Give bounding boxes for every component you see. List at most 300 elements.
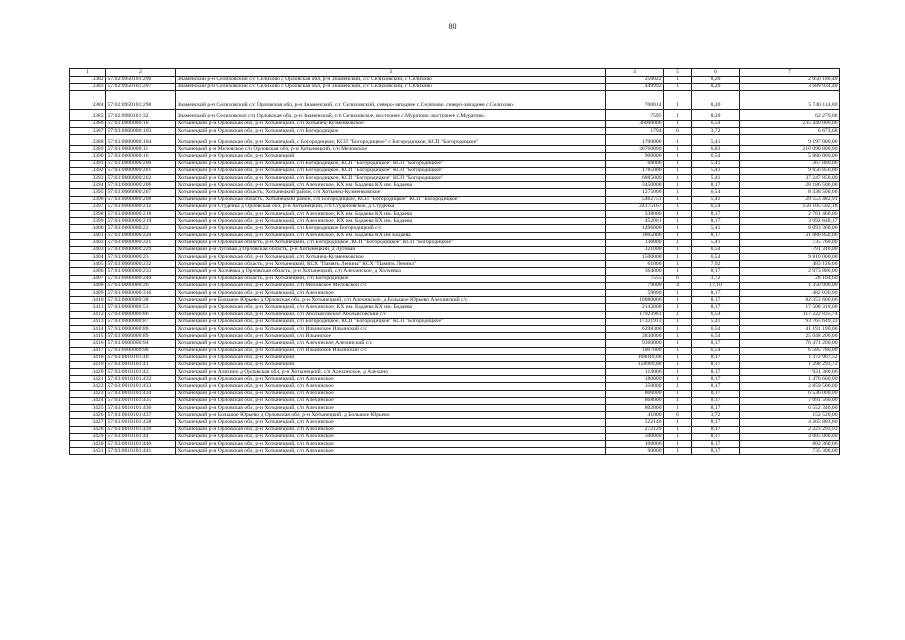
table-row xyxy=(70,318,840,325)
row-number-cell: 3400 xyxy=(70,225,106,232)
area-cell: 900000 xyxy=(606,153,664,160)
table-row xyxy=(70,383,840,390)
rate-cell: 8,17 xyxy=(692,369,740,376)
area-cell: 7595 xyxy=(606,109,664,120)
group-cell: 1 xyxy=(664,261,692,268)
cadastral-number-cell: 57:03:0000000:16 xyxy=(106,153,176,160)
table-row xyxy=(70,203,840,210)
row-number-cell: 3385 xyxy=(70,109,106,120)
table-row xyxy=(70,160,840,167)
cadastral-number-cell: 57:03:0000000:22 xyxy=(106,225,176,232)
value-cell: 483 120,00 xyxy=(740,261,840,268)
value-cell: 29 553 482,91 xyxy=(740,196,840,203)
table-row xyxy=(70,268,840,275)
row-number-cell: 3410 xyxy=(70,297,106,304)
location-cell: Хотынецкий р-н Орловская обл, р-н Хотынецкий, с/п Ильинское xyxy=(176,333,606,340)
cadastral-number-cell: 57:03:0010101:43 xyxy=(106,369,176,376)
row-number-cell: 3393 xyxy=(70,175,106,182)
row-number-cell: 3392 xyxy=(70,167,106,174)
cadastral-number-cell: 57:03:0000000:233 xyxy=(106,268,176,275)
cadastral-number-cell: 57:03:0010101:44 xyxy=(106,433,176,440)
table-row xyxy=(70,175,840,182)
cadastral-number-cell: 57:03:0010101:440 xyxy=(106,440,176,447)
row-number-cell: 3405 xyxy=(70,261,106,268)
area-cell: 136000 xyxy=(606,239,664,246)
header-cell: 5 xyxy=(664,69,692,77)
cadastral-number-cell: 57:03:0000000:219 xyxy=(106,218,176,225)
cadastral-number-cell: 57:03:0000000:26 xyxy=(106,282,176,289)
rate-cell: 8,20 xyxy=(692,76,740,83)
value-cell: 117 222 835,74 xyxy=(740,311,840,318)
cadastral-number-cell: 57:02:0950101:297 xyxy=(106,83,176,90)
location-cell: Хотынецкий р-н Орловская обл, р-н Хотынецкий, с/п Богородицкое Богородицкий с/с xyxy=(176,225,606,232)
value-cell: 1 372 967,52 xyxy=(740,354,840,361)
cadastral-number-cell: 57:03:0000000:10 xyxy=(106,120,176,127)
rate-cell: 8,17 xyxy=(692,268,740,275)
rate-cell: 8,17 xyxy=(692,440,740,447)
area-cell: 168049,88 xyxy=(606,354,664,361)
location-cell: Хотынецкий р-н Орловская область, р-н Хотынецкий, с/п Богородицкое xyxy=(176,275,606,282)
location-cell: Хотынецкий р-н Орловская обл, р-н Хотынецкий, с/п Ильинское Ильинский с/с xyxy=(176,325,606,332)
table-row xyxy=(70,325,840,332)
row-number-cell: 3415 xyxy=(70,333,106,340)
table-row xyxy=(70,239,840,246)
row-number-cell: 3382 xyxy=(70,76,106,83)
cadastral-number-cell: 57:02:0950101:298 xyxy=(106,90,176,109)
value-cell: 31 086 850,00 xyxy=(740,232,840,239)
value-cell: 735 760,00 xyxy=(740,239,840,246)
value-cell: 93 765 649,33 xyxy=(740,318,840,325)
location-cell: Хотынецкий р-н Орловская обл, р-н Хотынецкий xyxy=(176,361,606,368)
group-cell: 1 xyxy=(664,361,692,368)
group-cell: 1 xyxy=(664,175,692,182)
location-cell: Хотынецкий р-н Студёнка д Орловская обл, р-н Хотынецкий, с/п Студеновское, д Студенка xyxy=(176,203,606,210)
row-number-cell: 3386 xyxy=(70,120,106,127)
table-row xyxy=(70,135,840,146)
area-cell: 10080000 xyxy=(606,297,664,304)
cadastral-number-cell: 57:03:0000000:212 xyxy=(106,203,176,210)
area-cell: 250022 xyxy=(606,76,664,83)
row-number-cell: 3383 xyxy=(70,83,106,90)
area-cell: 1700000 xyxy=(606,135,664,146)
cadastral-number-cell: 57:03:0010101:41 xyxy=(106,361,176,368)
cadastral-number-cell: 57:03:0010101:435 xyxy=(106,397,176,404)
rate-cell: 5,41 xyxy=(692,160,740,167)
row-number-cell: 3399 xyxy=(70,218,106,225)
table-row xyxy=(70,153,840,160)
table-row xyxy=(70,376,840,383)
header-cell: 2 xyxy=(106,69,176,77)
group-cell: 1 xyxy=(664,376,692,383)
rate-cell: 6,54 xyxy=(692,120,740,127)
location-cell: Хотынецкий р-н Орловская обл, р-н Хотынецкий, с/п Хотынец-Кузменковское xyxy=(176,254,606,261)
location-cell: Хотынецкий р-н Орловская обл, р-н Хотынецкий, с/п Алехинское xyxy=(176,397,606,404)
group-cell: 1 xyxy=(664,297,692,304)
group-cell: 1 xyxy=(664,311,692,318)
value-cell: 7 091 560,00 xyxy=(740,397,840,404)
table-row xyxy=(70,419,840,426)
location-cell: Хотынецкий р-н Орловская обл, р-н Хотынецкий, с/п Алехинское xyxy=(176,433,606,440)
rate-cell: 6,83 xyxy=(692,146,740,153)
row-number-cell: 3418 xyxy=(70,354,106,361)
group-cell: 1 xyxy=(664,203,692,210)
value-cell: 6 673,68 xyxy=(740,128,840,135)
row-number-cell: 3429 xyxy=(70,433,106,440)
area-cell: 61000 xyxy=(606,261,664,268)
rate-cell: 8,17 xyxy=(692,383,740,390)
location-cell: Хотынецкий р-н Орловская обл, р-н Хотынецкий, с/п Алехинское xyxy=(176,383,606,390)
rate-cell: 8,17 xyxy=(692,182,740,189)
row-number-cell: 3423 xyxy=(70,390,106,397)
location-cell: Хотынецкий р-н Орловская область, Хотынецкий район, с/п Хотынец-Кузменковское xyxy=(176,189,606,196)
rate-cell: 6,54 xyxy=(692,325,740,332)
rate-cell: 6,54 xyxy=(692,333,740,340)
rate-cell: 8,17 xyxy=(692,232,740,239)
table-row xyxy=(70,297,840,304)
cadastral-number-cell: 57:03:0000000:87 xyxy=(106,318,176,325)
value-cell: 28 186 500,00 xyxy=(740,182,840,189)
table-row xyxy=(70,261,840,268)
cadastral-number-cell: 57:03:0000000:229 xyxy=(106,246,176,253)
page-number: 80 xyxy=(448,22,457,31)
location-cell: Хотынецкий р-н Орловская обл, р-н Хотынецкий, с/п Богородицкое, КСП "Богородицкое" КСП "Богородицкое" xyxy=(176,318,606,325)
value-cell: 2 223 293,93 xyxy=(740,426,840,433)
table-row xyxy=(70,354,840,361)
row-number-cell: 3427 xyxy=(70,419,106,426)
cadastral-number-cell: 57:03:0000000:201 xyxy=(106,167,176,174)
rate-cell: 8,17 xyxy=(692,297,740,304)
area-cell: 5462751 xyxy=(606,196,664,203)
cadastral-number-cell: 57:02:0960101:32 xyxy=(106,109,176,120)
area-cell: 500000 xyxy=(606,433,664,440)
location-cell: Хотынецкий р-н Орловская обл, р-н Хотынецкий xyxy=(176,354,606,361)
group-cell: 1 xyxy=(664,318,692,325)
value-cell: 482 030,00 xyxy=(740,290,840,297)
value-cell: 1 470 600,00 xyxy=(740,376,840,383)
table-row xyxy=(70,412,840,419)
rate-cell: 3,72 xyxy=(692,275,740,282)
value-cell: 235 440 000,00 xyxy=(740,120,840,127)
group-cell: 6 xyxy=(664,275,692,282)
rate-cell: 5,41 xyxy=(692,225,740,232)
location-cell: Хотынецкий р-н Орловская обл, р-н Хотынецкий, с/п Алехинское xyxy=(176,405,606,412)
row-number-cell: 3411 xyxy=(70,304,106,311)
location-cell: Знаменский р-н Селиховский с/с Селихово с Орловская обл, р-н Знаменский, с/с Селиховский, с Селихово xyxy=(176,83,606,90)
row-number-cell: 3401 xyxy=(70,232,106,239)
rate-cell: 5,41 xyxy=(692,135,740,146)
group-cell: 1 xyxy=(664,153,692,160)
rate-cell: 8,17 xyxy=(692,376,740,383)
row-number-cell: 3428 xyxy=(70,426,106,433)
area-cell: 17923981 xyxy=(606,311,664,318)
value-cell: 2 859 500,00 xyxy=(740,383,840,390)
rate-cell: 8,17 xyxy=(692,397,740,404)
rate-cell: 8,17 xyxy=(692,340,740,347)
rate-cell: 8,20 xyxy=(692,83,740,90)
location-cell: Хотынецкий р-н Орловская обл, р-н Хотынецкий xyxy=(176,153,606,160)
area-cell: 9360000 xyxy=(606,340,664,347)
area-cell: 114000 xyxy=(606,369,664,376)
rate-cell: 8,17 xyxy=(692,419,740,426)
row-number-cell: 3426 xyxy=(70,412,106,419)
cadastral-number-cell: 57:03:0000000:208 xyxy=(106,196,176,203)
cadastral-number-cell: 57:03:0000000:202 xyxy=(106,175,176,182)
table-row xyxy=(70,440,840,447)
rate-cell: 8,20 xyxy=(692,109,740,120)
location-cell: Хотынецкий р-н Орловская обл, р-н Хотынецкий, с/п Богородицкое, КСП "Богородицкое" КСП "Богородицкое" xyxy=(176,167,606,174)
table-row xyxy=(70,232,840,239)
row-number-cell: 3408 xyxy=(70,282,106,289)
group-cell: 1 xyxy=(664,290,692,297)
row-number-cell: 3402 xyxy=(70,239,106,246)
location-cell: Хотынецкий р-н Меловское с/п Орловская обл, р-н Хотынецкий, с/п Меловское xyxy=(176,146,606,153)
cadastral-number-cell: 57:03:0010101:437 xyxy=(106,412,176,419)
value-cell: 6 536 000,00 xyxy=(740,390,840,397)
value-cell: 1 350 900,00 xyxy=(740,282,840,289)
group-cell: 1 xyxy=(664,390,692,397)
location-cell: Хотынецкий р-н Холчёвка д Орловская область, р-н Хотынецкий, с/п Алехинское, д Холчевка xyxy=(176,268,606,275)
row-number-cell: 3388 xyxy=(70,135,106,146)
value-cell: 37 247 850,00 xyxy=(740,175,840,182)
group-cell: 1 xyxy=(664,354,692,361)
value-cell: 2 973 880,00 xyxy=(740,268,840,275)
group-cell: 1 xyxy=(664,433,692,440)
value-cell: 367 880,00 xyxy=(740,160,840,167)
table-row xyxy=(70,433,840,440)
location-cell: Хотынецкий р-н Орловская обл, р-н Хотынецкий, с/п Алехинское xyxy=(176,376,606,383)
area-cell: 90000 xyxy=(606,448,664,455)
rate-cell: 8,17 xyxy=(692,304,740,311)
group-cell: 1 xyxy=(664,239,692,246)
value-cell: 931 380,00 xyxy=(740,369,840,376)
row-number-cell: 3391 xyxy=(70,160,106,167)
area-cell: 6885000 xyxy=(606,175,664,182)
cadastral-number-cell: 57:03:0000000:104 xyxy=(106,135,176,146)
group-cell: 1 xyxy=(664,448,692,455)
group-cell: 1 xyxy=(664,83,692,90)
cadastral-number-cell: 57:03:0000000:220 xyxy=(106,232,176,239)
location-cell: Хотынецкий р-н Орловская обл, р-н Хотынецкий, с Богородицкое, КСП "Богородицкое" с Богородицкое, КСП "Богородицкое" xyxy=(176,135,606,146)
area-cell: 24175167 xyxy=(606,203,664,210)
table-row xyxy=(70,405,840,412)
table-row xyxy=(70,182,840,189)
cadastral-number-cell: 57:03:0000000:206 xyxy=(106,182,176,189)
value-cell: 4 265 883,80 xyxy=(740,419,840,426)
group-cell: 1 xyxy=(664,325,692,332)
group-cell: 1 xyxy=(664,196,692,203)
header-cell: 1 xyxy=(70,69,106,77)
cadastral-number-cell: 57:03:0000000:89 xyxy=(106,333,176,340)
rate-cell: 6,54 xyxy=(692,311,740,318)
rate-cell: 5,41 xyxy=(692,318,740,325)
table-row xyxy=(70,361,840,368)
value-cell: 9 810 000,00 xyxy=(740,254,840,261)
group-cell: 1 xyxy=(664,225,692,232)
location-cell: Хотынецкий р-н Орловская область, Хотынецкий район, с/п Богородицкое, КСП "Богородицкое" КСП "Богородицкое" xyxy=(176,196,606,203)
location-cell: Хотынецкий р-н Орловская обл, р-н Хотынецкий, с/п Алехинское xyxy=(176,390,606,397)
row-number-cell: 3413 xyxy=(70,318,106,325)
area-cell: 350000 xyxy=(606,383,664,390)
area-cell: 364000 xyxy=(606,268,664,275)
value-cell: 3 692 848,17 xyxy=(740,218,840,225)
cadastral-number-cell: 57:03:0000000:221 xyxy=(106,239,176,246)
value-cell: 6 552 340,00 xyxy=(740,405,840,412)
row-number-cell: 3412 xyxy=(70,311,106,318)
cadastral-number-cell: 57:03:0010101:433 xyxy=(106,383,176,390)
value-cell: 25 048 200,00 xyxy=(740,333,840,340)
value-cell: 2 050 180,40 xyxy=(740,76,840,83)
rate-cell: 8,17 xyxy=(692,426,740,433)
row-number-cell: 3396 xyxy=(70,196,106,203)
table-row xyxy=(70,225,840,232)
area-cell: 1275000 xyxy=(606,189,664,196)
cadastral-number-cell: 57:03:0010101:40 xyxy=(106,354,176,361)
group-cell: 1 xyxy=(664,189,692,196)
value-cell: 28 104,60 xyxy=(740,275,840,282)
area-cell: 6298300 xyxy=(606,325,664,332)
area-cell: 1500000 xyxy=(606,254,664,261)
value-cell: 2 761 460,00 xyxy=(740,210,840,217)
rate-cell: 8,20 xyxy=(692,90,740,109)
location-cell: Хотынецкий р-н Орловская обл, р-н Хотынецкий, с/п Ильинское Ильинский с/с xyxy=(176,347,606,354)
location-cell: Хотынецкий р-н Орловская область, р-н Хотынецкий, КСХ "Память Ленина" КСХ "Память Ленина" xyxy=(176,261,606,268)
rate-cell: 5,41 xyxy=(692,167,740,174)
area-cell: 3450000 xyxy=(606,182,664,189)
value-cell: 210 090 800,00 xyxy=(740,146,840,153)
value-cell: 791 340,00 xyxy=(740,246,840,253)
value-cell: 3 689 934,40 xyxy=(740,83,840,90)
header-cell: 3 xyxy=(176,69,606,77)
table-row xyxy=(70,128,840,135)
table-row xyxy=(70,426,840,433)
table-row xyxy=(70,311,840,318)
cadastral-number-cell: 57:03:0000000:88 xyxy=(106,325,176,332)
rate-cell: 6,54 xyxy=(692,246,740,253)
area-cell: 158909,88 xyxy=(606,361,664,368)
value-cell: 62 279,00 xyxy=(740,109,840,120)
row-number-cell: 3387 xyxy=(70,128,106,135)
area-cell: 2143000 xyxy=(606,304,664,311)
cadastral-number-cell: 57:03:0000000:232 xyxy=(106,261,176,268)
group-cell: 1 xyxy=(664,347,692,354)
row-number-cell: 3384 xyxy=(70,90,106,109)
table-row xyxy=(70,448,840,455)
rate-cell: 6,54 xyxy=(692,203,740,210)
location-cell: Хотынецкий р-н Орловская область, р-н Хотынецкий, с/п Богородицкое, КСП "Богородицкое" КСП "Богородицкое" xyxy=(176,239,606,246)
value-cell: 1 298 293,72 xyxy=(740,361,840,368)
location-cell: Хотынецкий р-н Алехино д Орловская обл, р-н Хотынецкий, с/п Алехинское, д Алехино xyxy=(176,369,606,376)
row-number-cell: 3419 xyxy=(70,361,106,368)
location-cell: Хотынецкий р-н Орловская обл, р-н Хотынецкий, с/п Алехинское, КХ им. Бадаева КХ им Бадаева xyxy=(176,232,606,239)
area-cell: 1785000 xyxy=(606,167,664,174)
header-row xyxy=(70,69,840,77)
value-cell: 5 886 000,00 xyxy=(740,153,840,160)
group-cell: 1 xyxy=(664,340,692,347)
rate-cell: 8,17 xyxy=(692,390,740,397)
row-number-cell: 3431 xyxy=(70,448,106,455)
cadastral-number-cell: 57:02:0950101:296 xyxy=(106,76,176,83)
table-row xyxy=(70,347,840,354)
location-cell: Хотынецкий р-н Орловская обл, р-н Хотынецкий, с/п Алехинское xyxy=(176,426,606,433)
location-cell: Хотынецкий р-н Орловская обл, р-н Хотынецкий, с/п Алехинское, КХ им. Бадаева КХ им. Бадаева xyxy=(176,218,606,225)
row-number-cell: 3422 xyxy=(70,383,106,390)
table-row xyxy=(70,76,840,83)
group-cell: 1 xyxy=(664,167,692,174)
cadastral-number-cell: 57:03:0010101:434 xyxy=(106,390,176,397)
row-number-cell: 3417 xyxy=(70,347,106,354)
cadastral-table xyxy=(69,68,840,455)
location-cell: Хотынецкий р-н Орловская обл, р-н Хотынецкий, с/п Алехинское xyxy=(176,290,606,297)
group-cell: 1 xyxy=(664,135,692,146)
group-cell: 4 xyxy=(664,282,692,289)
table-row xyxy=(70,218,840,225)
table-row xyxy=(70,390,840,397)
area-cell: 800000 xyxy=(606,390,664,397)
value-cell: 158 105 592,18 xyxy=(740,203,840,210)
rate-cell: 8,17 xyxy=(692,354,740,361)
rate-cell: 8,17 xyxy=(692,405,740,412)
cadastral-number-cell: 57:03:0000000:11 xyxy=(106,146,176,153)
location-cell: Хотынецкий р-н Орловская обл, р-н Хотынецкий, с/п Алехинское, КХ им. Бадаева КХ им. Бадаева xyxy=(176,182,606,189)
rate-cell: 3,72 xyxy=(692,412,740,419)
cadastral-number-cell: 57:03:0000000:218 xyxy=(106,210,176,217)
cadastral-number-cell: 57:03:0000000:200 xyxy=(106,160,176,167)
area-cell: 449992 xyxy=(606,83,664,90)
rate-cell: 8,17 xyxy=(692,433,740,440)
group-cell: 6 xyxy=(664,128,692,135)
rate-cell: 6,54 xyxy=(692,153,740,160)
cadastral-number-cell: 57:03:0010101:436 xyxy=(106,405,176,412)
group-cell: 1 xyxy=(664,440,692,447)
location-cell: Хотынецкий р-н Орловская обл, р-н Хотынецкий, с/п Алехинское xyxy=(176,448,606,455)
location-cell: Хотынецкий р-н Луговая д Орловская область, р-н Хотынецкий, д Луговая xyxy=(176,246,606,253)
row-number-cell: 3430 xyxy=(70,440,106,447)
area-cell: 272129 xyxy=(606,426,664,433)
location-cell: Хотынецкий р-н Большое Юрьево д Орловская обл, р-н Хотынецкий, д Большое Юрьево xyxy=(176,412,606,419)
table-row xyxy=(70,83,840,90)
location-cell: Хотынецкий р-н Орловская обл, р-н Хотынецкий, с/п Абольясовское Абольясовский с/с xyxy=(176,311,606,318)
row-number-cell: 3395 xyxy=(70,189,106,196)
cadastral-number-cell: 57:03:0010101:432 xyxy=(106,376,176,383)
group-cell: 1 xyxy=(664,369,692,376)
location-cell: Хотынецкий р-н Орловская обл, р-н Хотынецкий, с/п Богородицкое, КСП "Богородицкое" КСП "Богородицкое" xyxy=(176,160,606,167)
rate-cell: 7,92 xyxy=(692,261,740,268)
group-cell: 1 xyxy=(664,304,692,311)
cadastral-number-cell: 57:03:0000000:103 xyxy=(106,128,176,135)
value-cell: 8 093 360,00 xyxy=(740,225,840,232)
group-cell: 1 xyxy=(664,254,692,261)
table-row xyxy=(70,397,840,404)
location-cell: Хотынецкий р-н Большое Юрьево д Орловская обл, р-н Хотынецкий, с/п Алехинское, д Большое Юрьево Алехинский с/с xyxy=(176,297,606,304)
group-cell: 1 xyxy=(664,120,692,127)
area-cell: 1496000 xyxy=(606,225,664,232)
table-row xyxy=(70,90,840,109)
value-cell: 152 520,00 xyxy=(740,412,840,419)
table-row xyxy=(70,290,840,297)
table-row xyxy=(70,210,840,217)
table-row xyxy=(70,254,840,261)
value-cell: 735 300,00 xyxy=(740,448,840,455)
area-cell: 17331913 xyxy=(606,318,664,325)
area-cell: 868000 xyxy=(606,397,664,404)
location-cell: Знаменский р-н Селиховское с/п Орловская обл, р-н Знаменский, с/п Селиховское, восточнее с.Муратово. восточнее с.Муратово. xyxy=(176,109,606,120)
value-cell: 882 360,00 xyxy=(740,440,840,447)
group-cell: 1 xyxy=(664,426,692,433)
row-number-cell: 3398 xyxy=(70,210,106,217)
table-row xyxy=(70,246,840,253)
group-cell: 1 xyxy=(664,146,692,153)
header-cell: 6 xyxy=(692,69,740,77)
